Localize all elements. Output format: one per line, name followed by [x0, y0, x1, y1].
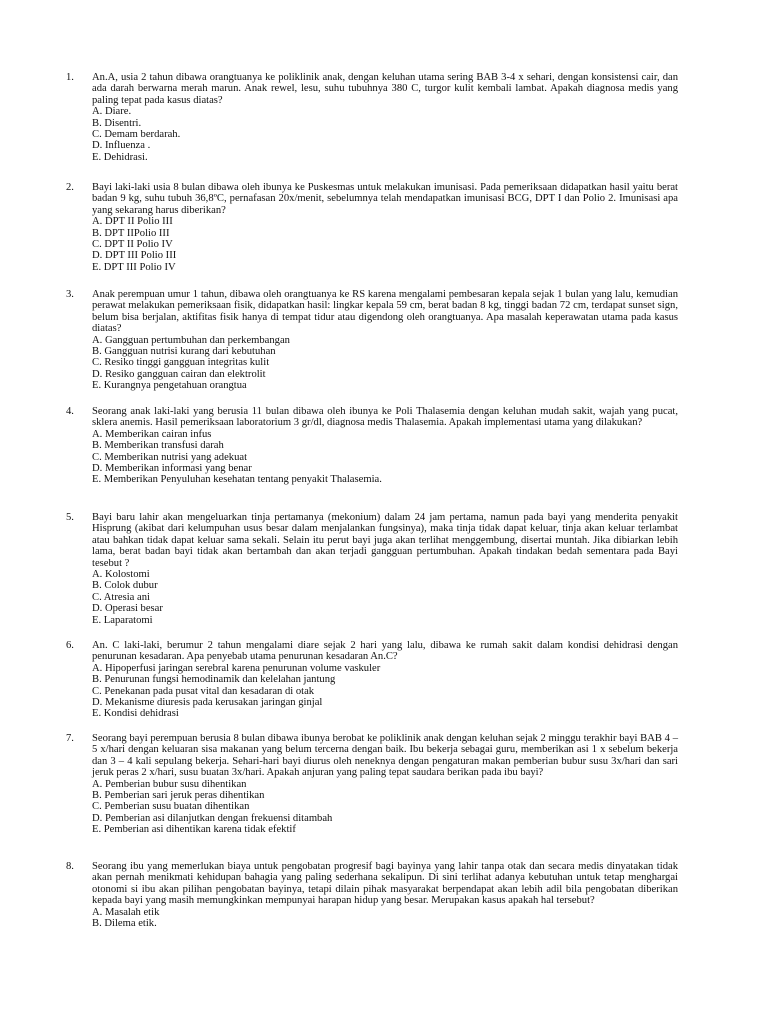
question-number: 7. [66, 733, 74, 744]
option-e: E. Memberikan Penyuluhan kesehatan tentang penyakit Thalasemia. [92, 474, 382, 486]
option-b: B. DPT IIPolio III [92, 227, 170, 239]
question-stem: An. C laki-laki, berumur 2 tahun mengalami diare sejak 2 hari yang lalu, dibawa ke rumah sakit dalam kondisi dehidrasi dengan penurunan kesadaran. Apa penyebab utama penurunan kesadaran An.C? [92, 640, 678, 663]
question-number: 2. [66, 182, 74, 193]
option-b: B. Pemberian sari jeruk peras dihentikan [92, 790, 265, 802]
option-c: C. Resiko tinggi gangguan integritas kulit [92, 357, 270, 369]
option-e: E. Kurangnya pengetahuan orangtua [92, 380, 247, 392]
question-stem: Bayi laki-laki usia 8 bulan dibawa oleh ibunya ke Puskesmas untuk melakukan imunisasi. Pada pemeriksaan didapatkan hasil yaitu berat badan 9 kg, suhu tubuh 36,8ºC, pernafasan 20x/menit, sebelumnya telah mendapatkan imunisasi BCG, DPT I dan Polio 2. Imunisasi apa yang sekarang harus diberikan? [92, 182, 678, 216]
question-2 [66, 182, 678, 273]
option-a: A. Memberikan cairan infus [92, 428, 212, 440]
option-c: C. Atresia ani [92, 591, 150, 603]
option-e: E. DPT III Polio IV [92, 261, 176, 273]
option-c: C. DPT II Polio IV [92, 239, 173, 251]
option-a: A. DPT II Polio III [92, 216, 173, 228]
option-e: E. Laparatomi [92, 614, 153, 626]
option-a: A. Masalah etik [92, 906, 160, 918]
option-d: D. Memberikan informasi yang benar [92, 463, 252, 475]
option-e: E. Kondisi dehidrasi [92, 708, 179, 720]
question-number: 6. [66, 640, 74, 651]
question-number: 8. [66, 861, 74, 872]
question-3 [66, 289, 678, 392]
option-a: A. Diare. [92, 106, 132, 118]
question-4 [66, 406, 678, 486]
option-b: B. Disentri. [92, 117, 142, 129]
option-b: B. Colok dubur [92, 580, 158, 592]
option-d: D. DPT III Polio III [92, 250, 177, 262]
option-a: A. Gangguan pertumbuhan dan perkembangan [92, 334, 290, 346]
option-b: B. Penurunan fungsi hemodinamik dan kelelahan jantung [92, 674, 336, 686]
option-b: B. Gangguan nutrisi kurang dari kebutuhan [92, 346, 276, 358]
option-d: D. Influenza . [92, 140, 151, 152]
question-stem: Bayi baru lahir akan mengeluarkan tinja pertamanya (mekonium) dalam 24 jam pertama, namun pada bayi yang menderita penyakit Hisprung (akibat dari kelumpuhan usus besar dalam menjalankan fungsinya), maka tinja tidak dapat keluar, tinja akan keluar terlambat atau bahkan tidak dapat keluar sama sekali. Selain itu perut bayi juga akan terlihat menggembung, disertai muntah. Jika dibiarkan lebih lama, berat badan bayi tidak akan bertambah dan akan terjadi gangguan pertumbuhan. Apakah tindakan bedah sementara pada Bayi tesebut ? [92, 512, 678, 569]
option-b: B. Dilema etik. [92, 918, 157, 930]
question-5 [66, 512, 678, 626]
option-d: D. Operasi besar [92, 603, 163, 615]
question-stem: Anak perempuan umur 1 tahun, dibawa oleh orangtuanya ke RS karena mengalami pembesaran kepala sejak 1 bulan yang lalu, kemudian perawat melakukan pemeriksaan fisik, didapatkan hasil: lingkar kepala 59 cm, berat badan 8 kg, tinggi badan 72 cm, terdapat sunset sign, belum bisa berjalan, aktifitas fisik hanya di tempat tidur atau digendong oleh orangtuanya. Apa masalah keperawatan utama pada kasus diatas? [92, 289, 678, 335]
question-6 [66, 640, 678, 720]
question-number: 3. [66, 289, 74, 300]
question-stem: Seorang ibu yang memerlukan biaya untuk pengobatan progresif bagi bayinya yang lahir tanpa otak dan secara medis dinyatakan tidak akan pernah menikmati kehidupan bahagia yang paling sederhana sekalipun. Di sini terlihat adanya kebutuhan untuk tetap menghargai otonomi si ibu akan pilihan pengobatan bayinya, tetapi dilain pihak masyarakat berpendapat akan lebih adil bila pengobatan diberikan kepada bayi yang masih memungkinkan mempunyai harapan hidup yang besar. Merupakan kasus apakah hal tersebut? [92, 861, 678, 907]
option-c: C. Penekanan pada pusat vital dan kesadaran di otak [92, 685, 315, 697]
option-c: C. Pemberian susu buatan dihentikan [92, 801, 250, 813]
option-b: B. Memberikan transfusi darah [92, 440, 224, 452]
option-d: D. Mekanisme diuresis pada kerusakan jaringan ginjal [92, 697, 323, 709]
option-a: A. Hipoperfusi jaringan serebral karena penurunan volume vaskuler [92, 662, 381, 674]
question-number: 5. [66, 512, 74, 523]
option-d: D. Resiko gangguan cairan dan elektrolit [92, 368, 266, 380]
question-number: 1. [66, 72, 74, 83]
question-number: 4. [66, 406, 74, 417]
question-stem: An.A, usia 2 tahun dibawa orangtuanya ke poliklinik anak, dengan keluhan utama sering BAB 3-4 x sehari, dengan konsistensi cair, dan ada darah berwarna merah marun. Anak rewel, lesu, suhu tubuhnya 380 C, turgor kulit kembali lambat. Apakah diagnosa medis yang paling tepat pada kasus diatas? [92, 72, 678, 106]
option-e: E. Dehidrasi. [92, 151, 148, 163]
question-8 [66, 861, 678, 930]
question-7 [66, 733, 678, 836]
question-stem: Seorang bayi perempuan berusia 8 bulan dibawa ibunya berobat ke poliklinik anak dengan keluhan sejak 2 minggu terakhir bayi BAB 4 – 5 x/hari dengan keluaran sisa makanan yang belum tercerna dengan baik. Ibu bekerja sebagai guru, memberikan asi 1 x sebelum bekerja dan 3 – 4 kali sepulang bekerja. Sehari-hari bayi diurus oleh neneknya dengan pengaturan makan pemberian bubur susu 3x/hari dan sari jeruk peras 2 x/hari, susu buatan 3x/hari. Apakah anjuran yang paling tepat saudara berikan pada ibu bayi? [92, 733, 678, 779]
question-1 [66, 72, 678, 163]
question-stem: Seorang anak laki-laki yang berusia 11 bulan dibawa oleh ibunya ke Poli Thalasemia dengan keluhan mudah sakit, wajah yang pucat, sklera anemis. Hasil pemeriksaan laboratorium 3 gr/dl, diagnosa medis Thalasemia. Apakah implementasi utama yang dilakukan? [92, 406, 678, 429]
option-a: A. Pemberian bubur susu dihentikan [92, 778, 247, 790]
option-e: E. Pemberian asi dihentikan karena tidak efektif [92, 824, 296, 836]
option-a: A. Kolostomi [92, 569, 150, 581]
option-d: D. Pemberian asi dilanjutkan dengan frekuensi ditambah [92, 812, 333, 824]
option-c: C. Memberikan nutrisi yang adekuat [92, 451, 248, 463]
option-c: C. Demam berdarah. [92, 129, 181, 141]
